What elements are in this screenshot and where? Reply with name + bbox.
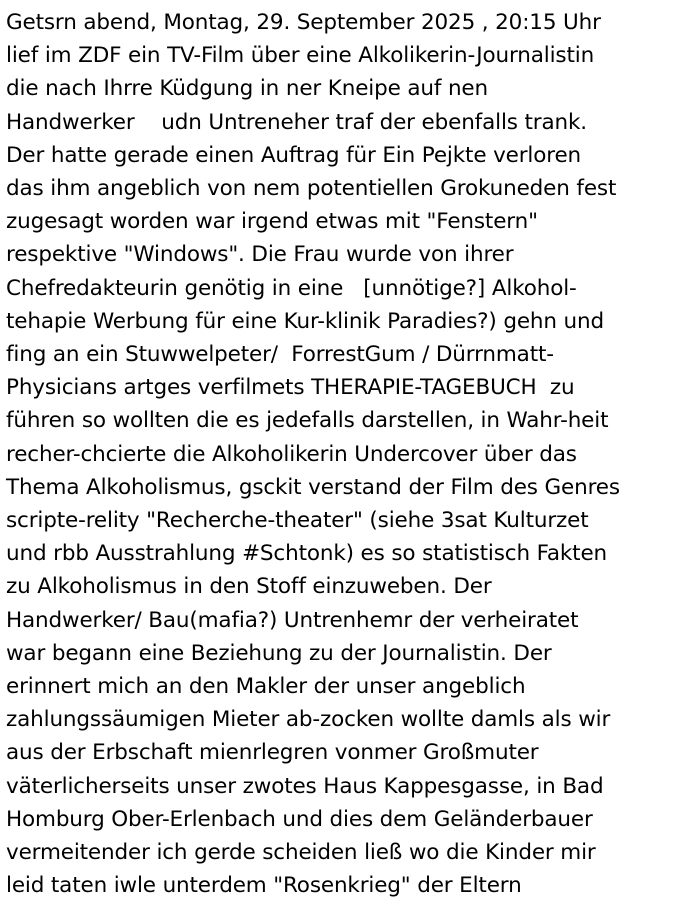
- text-line: vermeitender ich gerde scheiden ließ wo die Kinder mir: [6, 840, 596, 866]
- text-line: väterlicherseits unser zwotes Haus Kappesgasse, in Bad: [6, 773, 604, 799]
- text-line: respektive "Windows". Die Frau wurde von ihrer: [6, 242, 514, 268]
- text-line: lief im ZDF ein TV-Film über eine Alkolikerin-Journalistin: [6, 43, 595, 69]
- text-line: Homburg Ober-Erlenbach und dies dem Geländerbauer: [6, 806, 593, 832]
- text-line: Physicians artges verfilmets THERAPIE-TAGEBUCH zu: [6, 375, 575, 401]
- text-line: tehapie Werbung für eine Kur-klinik Paradies?) gehn und: [6, 308, 604, 334]
- text-line: zahlungssäumigen Mieter ab-zocken wollte damls als wir: [6, 707, 611, 733]
- text-line: Chefredakteurin genötig in eine [unnötige?] Alkohol-: [6, 275, 577, 301]
- text-line: Der hatte gerade einen Auftrag für Ein Pejkte verloren: [6, 142, 582, 168]
- text-line: erinnert mich an den Makler der unser angeblich: [6, 674, 526, 700]
- text-line: recher-chcierte die Alkoholikerin Undercover über das: [6, 441, 577, 467]
- text-line: fing an ein Stuwwelpeter/ ForrestGum / Dürrnmatt-: [6, 342, 554, 368]
- text-line: die nach Ihrre Küdgung in ner Kneipe auf nen: [6, 76, 488, 102]
- text-line: zu Alkoholismus in den Stoff einzuweben. Der: [6, 574, 492, 600]
- text-line: führen so wollten die es jedefalls darstellen, in Wahr-heit: [6, 408, 609, 434]
- text-line: Getsrn abend, Montag, 29. September 2025 , 20:15 Uhr: [6, 10, 601, 35]
- text-line: scripte-relity "Recherche-theater" (siehe 3sat Kulturzet: [6, 508, 589, 534]
- text-line: Handwerker/ Bau(mafia?) Untrenhemr der verheiratet: [6, 607, 579, 633]
- text-line: Thema Alkoholismus, gsckit verstand der Film des Genres: [6, 474, 620, 500]
- text-line: Handwerker udn Untreneher traf der ebenfalls trank.: [6, 109, 587, 135]
- text-line: und rbb Ausstrahlung #Schtonk) es so statistisch Fakten: [6, 541, 608, 567]
- text-line: aus der Erbschaft mienrlegren vonmer Großmuter: [6, 740, 539, 766]
- text-line: das ihm angeblich von nem potentiellen Grokuneden fest: [6, 176, 617, 202]
- text-line: zugesagt worden war irgend etwas mit "Fenstern": [6, 209, 538, 235]
- text-line: war begann eine Beziehung zu der Journalistin. Der: [6, 640, 552, 666]
- text-line: leid taten iwle unterdem "Rosenkrieg" der Eltern: [6, 873, 522, 899]
